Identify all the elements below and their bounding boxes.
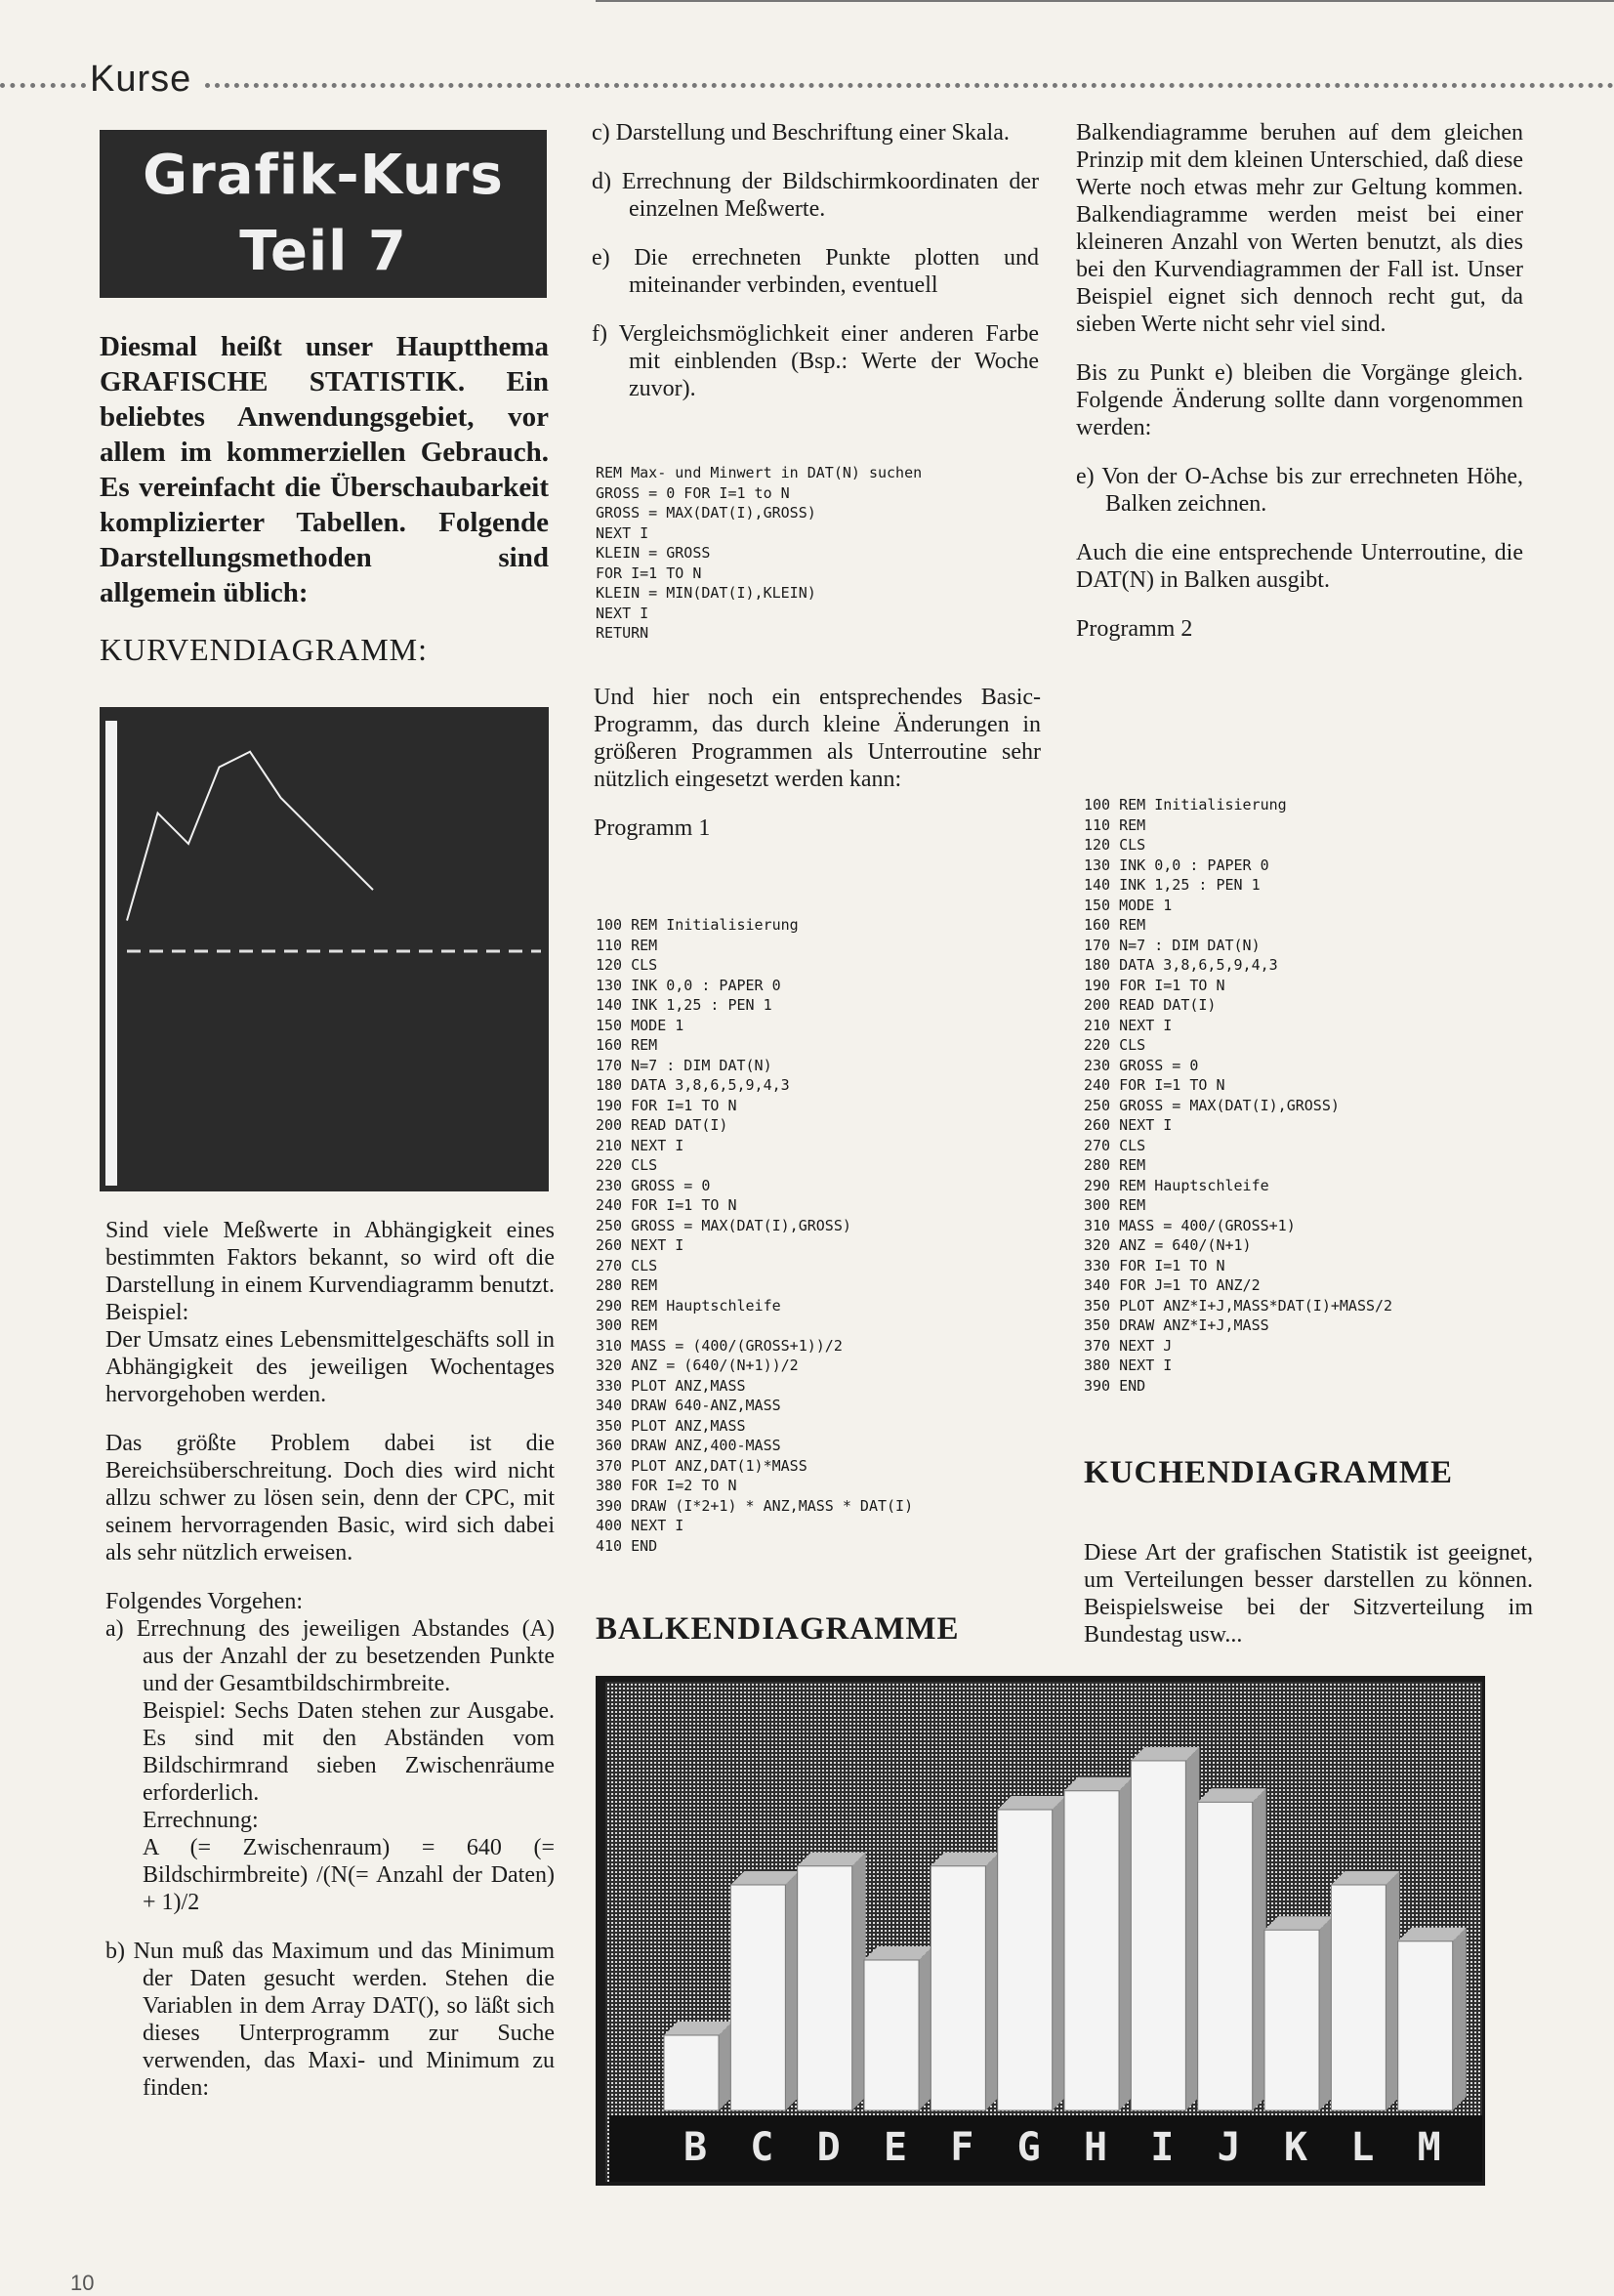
code-line: 240 FOR I=1 TO N xyxy=(596,1196,737,1214)
list-item-a-formula: A (= Zwischenraum) = 640 (= Bildschirmbreite) /(N(= Anzahl der Daten) + 1)/2 xyxy=(143,1835,555,1915)
code-line: FOR I=1 TO N xyxy=(596,564,702,582)
code-line: 410 END xyxy=(596,1536,658,1555)
bar xyxy=(1264,1930,1319,2110)
screen-edge-bar xyxy=(105,721,117,1186)
paragraph-vorgehen: Folgendes Vorgehen: xyxy=(105,1589,303,1614)
list-item-e: e) Die errechneten Punkte plotten und miteinander verbinden, eventuell xyxy=(592,245,1039,298)
paragraph-kurve-1: Sind viele Meßwerte in Abhängigkeit eines bestimmten Faktors bekannt, so wird oft die Darstellung in einem Kurvendiagramm benutzt. Beispiel: xyxy=(105,1218,555,1325)
bar-category-label: G xyxy=(1016,2125,1041,2170)
line-chart xyxy=(100,707,549,1191)
list-item-d: d) Errechnung der Bildschirmkoordinaten der einzelnen Meßwerte. xyxy=(592,169,1039,222)
list-item-c: c) Darstellung und Beschriftung einer Skala. xyxy=(592,120,1010,146)
code-line: 130 INK 0,0 : PAPER 0 xyxy=(1084,856,1269,874)
list-item-a: a) Errechnung des jeweiligen Abstandes (A) aus der Anzahl der zu besetzenden Punkte und der Gesamtbildschirmbreite. xyxy=(105,1616,555,1696)
code-line: 110 REM xyxy=(596,936,658,954)
bar-category-label: F xyxy=(950,2125,974,2170)
paragraph-balken-2: Bis zu Punkt e) bleiben die Vorgänge gleich. Folgende Änderung sollte dann vorgenommen werden: xyxy=(1076,360,1523,440)
paragraph-balken-1: Balkendiagramme beruhen auf dem gleichen Prinzip mit dem kleinen Unterschied, daß diese Werte noch etwas mehr zur Geltung kommen. Balkendiagramme werden meist bei einer kleineren Anzahl von Werten benutzt, als dies bei den Kurvendiagrammen der Fall ist. Unser Beispiel eignet sich dennoch recht gut, da sieben Werte nicht sehr viel sind. xyxy=(1076,120,1523,337)
intro-paragraph: Diesmal heißt unser Hauptthema GRAFISCHE STATISTIK. Ein beliebtes Anwendungsgebiet, vor allem im kommerziellen Gebrauch. Es vereinfacht die Überschaubarkeit komplizierter Tabellen. Folgende Darstellungsmethoden sind allgemein üblich: xyxy=(100,331,549,608)
code-line: 220 CLS xyxy=(596,1156,658,1174)
code-line: 180 DATA 3,8,6,5,9,4,3 xyxy=(1084,956,1278,974)
code-line: 170 N=7 : DIM DAT(N) xyxy=(596,1056,772,1074)
code-line: NEXT I xyxy=(596,523,649,542)
code-line: 100 REM Initialisierung xyxy=(596,916,799,934)
code-line: 210 NEXT I xyxy=(596,1136,684,1154)
bar xyxy=(730,1885,785,2110)
code-line: 100 REM Initialisierung xyxy=(1084,796,1287,814)
code-line: 330 PLOT ANZ,MASS xyxy=(596,1376,746,1395)
bar xyxy=(664,2035,719,2110)
bar-category-label: K xyxy=(1283,2125,1308,2170)
list-item-f: f) Vergleichsmöglichkeit einer anderen Farbe mit einblenden (Bsp.: Werte der Woche zuvor). xyxy=(592,321,1039,401)
bar-chart-axis-strip xyxy=(605,1682,625,2182)
header-dotted-rule-right xyxy=(205,83,1614,88)
list-item-b: b) Nun muß das Maximum und das Minimum der Daten gesucht werden. Stehen die Variablen in dem Array DAT(), so läßt sich dieses Unterprogramm zur Suche verwenden, das Maxi- und Minimum zu finden: xyxy=(105,1939,555,2101)
code-line: 200 READ DAT(I) xyxy=(1084,996,1217,1014)
code-line: 270 CLS xyxy=(1084,1136,1146,1154)
code-line: 300 REM xyxy=(596,1316,658,1334)
bar xyxy=(931,1866,985,2110)
bar-category-label: E xyxy=(883,2125,908,2170)
code-line: 120 CLS xyxy=(1084,836,1146,854)
code-line: 250 GROSS = MAX(DAT(I),GROSS) xyxy=(596,1216,851,1234)
program-1-label: Programm 1 xyxy=(594,815,711,841)
code-line: 360 DRAW ANZ,400-MASS xyxy=(596,1437,781,1454)
heading-kuchendiagramme: KUCHENDIAGRAMME xyxy=(1084,1455,1453,1490)
bar-side xyxy=(1453,1928,1467,2110)
code-line: 200 READ DAT(I) xyxy=(596,1116,728,1134)
list-item-a-beispiel: Beispiel: Sechs Daten stehen zur Ausgabe. Es sind mit den Abständen vom Bildschirmrand sieben Zwischenräume erforderlich. xyxy=(143,1698,555,1806)
code-minmax-subroutine xyxy=(596,463,922,644)
code-line: 340 DRAW 640-ANZ,MASS xyxy=(596,1397,781,1414)
list-item-a-errechnung: Errechnung: xyxy=(143,1808,259,1833)
bar xyxy=(1064,1791,1119,2110)
code-line: 270 CLS xyxy=(596,1256,658,1274)
code-line: 160 REM xyxy=(596,1036,658,1054)
code-line: 180 DATA 3,8,6,5,9,4,3 xyxy=(596,1076,790,1094)
paragraph-kuchen: Diese Art der grafischen Statistik ist geeignet, um Verteilungen besser darstellen zu können. Beispielsweise bei der Sitzverteilung im Bundestag usw... xyxy=(1084,1540,1533,1648)
paragraph-basic-programm: Und hier noch ein entsprechendes Basic-Programm, das durch kleine Änderungen in größeren Programmen als Unterroutine sehr nützlich eingesetzt werden kann: xyxy=(594,685,1041,792)
bar xyxy=(1398,1941,1453,2110)
bar-category-label: J xyxy=(1217,2125,1241,2170)
code-line: 390 END xyxy=(1084,1376,1146,1395)
bar-category-label: M xyxy=(1417,2125,1441,2170)
bar-category-label: C xyxy=(750,2125,774,2170)
heading-balkendiagramme: BALKENDIAGRAMME xyxy=(596,1611,960,1647)
paragraph-unterroutine: Auch die eine entsprechende Unterroutine, die DAT(N) in Balken ausgibt. xyxy=(1076,540,1523,593)
course-title-box xyxy=(100,130,547,298)
bar-category-label: I xyxy=(1150,2125,1175,2170)
code-line: 320 ANZ = (640/(N+1))/2 xyxy=(596,1357,799,1374)
code-line: 300 REM xyxy=(1084,1196,1146,1214)
bar xyxy=(1198,1802,1253,2110)
course-part: Teil 7 xyxy=(239,220,407,283)
code-line: KLEIN = GROSS xyxy=(596,544,711,562)
column-2-mid xyxy=(594,684,1041,863)
code-line: 370 PLOT ANZ,DAT(1)*MASS xyxy=(596,1456,807,1475)
code-line: 280 REM xyxy=(596,1276,658,1294)
code-line: 310 MASS = 400/(GROSS+1) xyxy=(1084,1216,1296,1234)
code-line: 240 FOR I=1 TO N xyxy=(1084,1076,1225,1094)
code-line: 190 FOR I=1 TO N xyxy=(596,1096,737,1114)
bar xyxy=(1131,1761,1185,2110)
code-line: 350 PLOT ANZ,MASS xyxy=(596,1416,746,1435)
bar xyxy=(864,1960,919,2110)
top-rule xyxy=(596,0,1614,2)
code-line: 380 NEXT I xyxy=(1084,1357,1173,1374)
bar-category-label: L xyxy=(1350,2125,1375,2170)
code-line: 330 FOR I=1 TO N xyxy=(1084,1256,1225,1274)
bar xyxy=(798,1866,852,2110)
code-line: 230 GROSS = 0 xyxy=(1084,1056,1199,1074)
line-chart-screen xyxy=(100,707,549,1191)
code-line: 190 FOR I=1 TO N xyxy=(1084,976,1225,994)
code-line: 400 NEXT I xyxy=(596,1517,684,1534)
code-line: 320 ANZ = 640/(N+1) xyxy=(1084,1236,1252,1254)
code-line: 130 INK 0,0 : PAPER 0 xyxy=(596,976,781,994)
code-line: 160 REM xyxy=(1084,916,1146,934)
code-programm-1 xyxy=(596,915,913,1556)
header-dotted-rule-left xyxy=(0,83,86,88)
line-series xyxy=(127,752,373,921)
paragraph-bereich: Das größte Problem dabei ist die Bereichsüberschreitung. Doch dies wird nicht allzu schwer zu lösen sein, denn der CPC, mit seinem hervorragenden Basic, wird sich dabei als sehr nützlich erweisen. xyxy=(105,1431,555,1565)
column-2-top xyxy=(592,119,1039,424)
code-line: 170 N=7 : DIM DAT(N) xyxy=(1084,936,1261,954)
course-title: Grafik-Kurs xyxy=(143,144,504,207)
paragraph-kurve-1b: Der Umsatz eines Lebensmittelgeschäfts soll in Abhängigkeit des jeweiligen Wochentages hervorgehoben werden. xyxy=(105,1327,555,1407)
code-line: 140 INK 1,25 : PEN 1 xyxy=(1084,876,1261,894)
code-line: 120 CLS xyxy=(596,956,658,974)
code-line: 150 MODE 1 xyxy=(596,1016,684,1034)
code-line: RETURN xyxy=(596,624,649,642)
column-1-bottom xyxy=(105,1217,555,2102)
code-line: 210 NEXT I xyxy=(1084,1016,1173,1034)
code-line: 380 FOR I=2 TO N xyxy=(596,1477,737,1494)
code-line: KLEIN = MIN(DAT(I),KLEIN) xyxy=(596,584,816,602)
code-line: 340 FOR J=1 TO ANZ/2 xyxy=(1084,1276,1261,1294)
column-3-bottom xyxy=(1084,1539,1533,1670)
code-line: 310 MASS = (400/(GROSS+1))/2 xyxy=(596,1336,843,1355)
list-item-e-balken: e) Von der O-Achse bis zur errechneten Höhe, Balken zeichnen. xyxy=(1076,464,1523,517)
code-line: 140 INK 1,25 : PEN 1 xyxy=(596,996,772,1014)
code-line: 370 NEXT J xyxy=(1084,1336,1173,1355)
code-line: 220 CLS xyxy=(1084,1036,1146,1054)
heading-kurvendiagramm: KURVENDIAGRAMM: xyxy=(100,632,428,667)
code-line: 260 NEXT I xyxy=(1084,1116,1173,1134)
code-line: 260 NEXT I xyxy=(596,1236,684,1254)
bar-category-label: B xyxy=(683,2125,708,2170)
code-line: 290 REM Hauptschleife xyxy=(596,1296,781,1315)
program-2-label: Programm 2 xyxy=(1076,616,1193,642)
column-1-top xyxy=(100,329,549,667)
bar xyxy=(998,1810,1053,2110)
code-line: NEXT I xyxy=(596,604,649,622)
code-line: 390 DRAW (I*2+1) * ANZ,MASS * DAT(I) xyxy=(596,1496,914,1515)
code-line: 230 GROSS = 0 xyxy=(596,1176,711,1194)
code-line: 280 REM xyxy=(1084,1156,1146,1174)
bar xyxy=(1331,1885,1386,2110)
code-line: GROSS = MAX(DAT(I),GROSS) xyxy=(596,504,816,522)
code-line: REM Max- und Minwert in DAT(N) suchen xyxy=(596,464,923,481)
bar-chart xyxy=(596,1676,1485,2186)
code-line: 290 REM Hauptschleife xyxy=(1084,1176,1269,1194)
code-line: 150 MODE 1 xyxy=(1084,896,1173,914)
bar-category-label: H xyxy=(1083,2125,1108,2170)
code-line: 110 REM xyxy=(1084,815,1146,834)
code-line: 350 DRAW ANZ*I+J,MASS xyxy=(1084,1316,1269,1334)
code-line: 350 PLOT ANZ*I+J,MASS*DAT(I)+MASS/2 xyxy=(1084,1296,1393,1315)
page-number: 10 xyxy=(70,2271,95,2295)
bar-chart-screen xyxy=(596,1676,1485,2186)
code-line: 250 GROSS = MAX(DAT(I),GROSS) xyxy=(1084,1096,1340,1114)
code-line: GROSS = 0 FOR I=1 to N xyxy=(596,483,790,502)
column-3-top xyxy=(1076,119,1523,664)
section-label: Kurse xyxy=(90,59,192,100)
bar-category-label: D xyxy=(816,2125,841,2170)
code-programm-2 xyxy=(1084,795,1392,1396)
